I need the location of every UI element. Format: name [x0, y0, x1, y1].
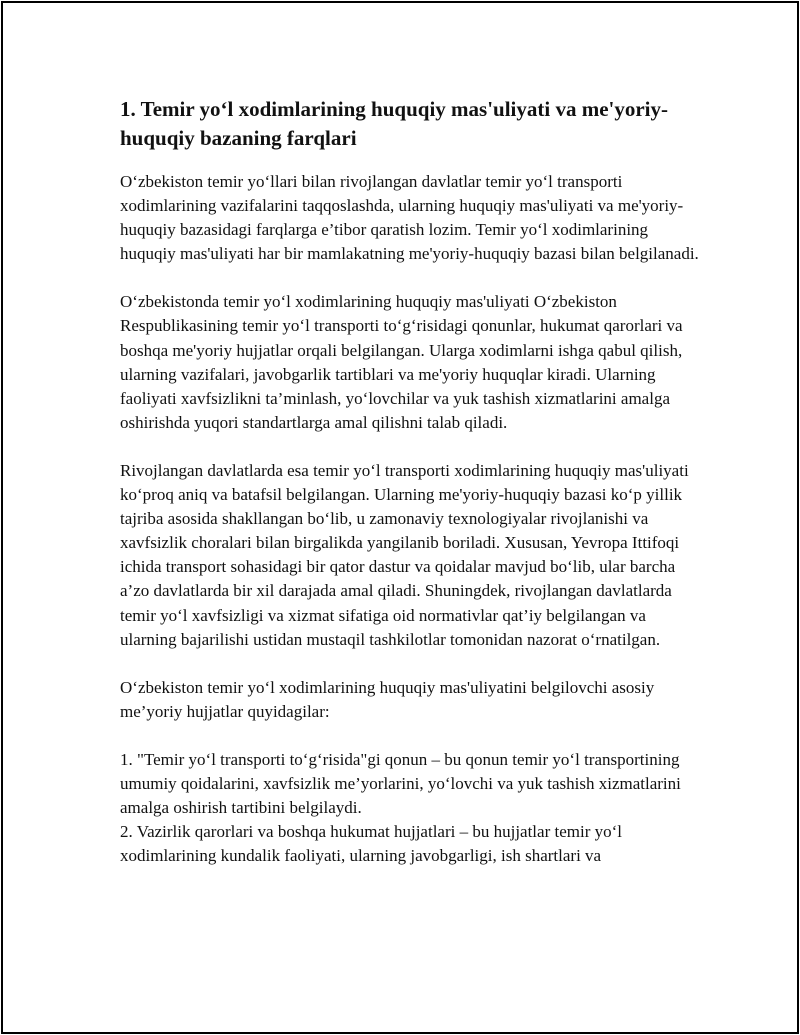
paragraph-4: O‘zbekiston temir yo‘l xodimlarining huquqiy mas'uliyatini belgilovchi asosiy me’yoriy hujjatlar quyidagilar:	[120, 677, 655, 721]
paragraph-2: O‘zbekistonda temir yo‘l xodimlarining huquqiy mas'uliyati O‘zbekiston Respublikasining temir yo‘l transporti to‘g‘risidagi qonunlar, hukumat qarorlari va boshqa me'yoriy hujjatlar orqali belgilangan. Ularga xodimlarni ishga qabul qilish, ularning vazifalari, javobgarlik tartiblari va me'yoriy huquqlar kiradi. Ularning faoliyati xavfsizlikni ta’minlash, yo‘lovchilar va yuk tashish xizmatlarini amalga oshirishda yuqori standartlarga amal qilishni talab qiladi.	[120, 292, 683, 432]
paragraph-1: O‘zbekiston temir yo‘llari bilan rivojlangan davlatlar temir yo‘l transporti xodimlarining vazifalarini taqqoslashda, ularning huquqiy mas'uliyati va me'yoriy-huquqiy bazasidagi farqlarga e’tibor qaratish lozim. Temir yo‘l xodimlarining huquqiy mas'uliyati har bir mamlakatning me'yoriy-huquqiy bazasi bilan belgilanadi.	[120, 172, 699, 264]
paragraph-3: Rivojlangan davlatlarda esa temir yo‘l transporti xodimlarining huquqiy mas'uliyati ko‘proq aniq va batafsil belgilangan. Ularning me'yoriy-huquqiy bazasi ko‘p yillik tajriba asosida shakllangan bo‘lib, u zamonaviy texnologiyalar rivojlanishi va xavfsizlik choralari bilan birgalikda yangilanib boriladi. Xususan, Yevropa Ittifoqi ichida transport sohasidagi bir qator dastur va qoidalar mavjud bo‘lib, ular barcha a’zo davlatlarda bir xil darajada amal qiladi. Shuningdek, rivojlangan davlatlarda temir yo‘l xavfsizligi va xizmat sifatiga oid normativlar qat’iy belgilangan va ularning bajarilishi ustidan mustaqil tashkilotlar tomonidan nazorat o‘rnatilgan.	[120, 460, 689, 649]
document-page	[1, 1, 799, 1034]
section-heading: 1. Temir yo‘l xodimlarining huquqiy mas'uliyati va me'yoriy-huquqiy bazaning farqlari	[120, 97, 669, 150]
list-item-1: 1. "Temir yo‘l transporti to‘g‘risida"gi qonun – bu qonun temir yo‘l transportining umumiy qoidalarini, xavfsizlik me’yorlarini, yo‘lovchi va yuk tashish xizmatlarini amalga oshirish tartibini belgilaydi.	[120, 749, 681, 818]
numbered-list	[120, 748, 700, 868]
document-content	[120, 95, 700, 868]
list-item-2: 2. Vazirlik qarorlari va boshqa hukumat hujjatlari – bu hujjatlar temir yo‘l xodimlarining kundalik faoliyati, ularning javobgarligi, ish shartlari va	[120, 822, 622, 866]
